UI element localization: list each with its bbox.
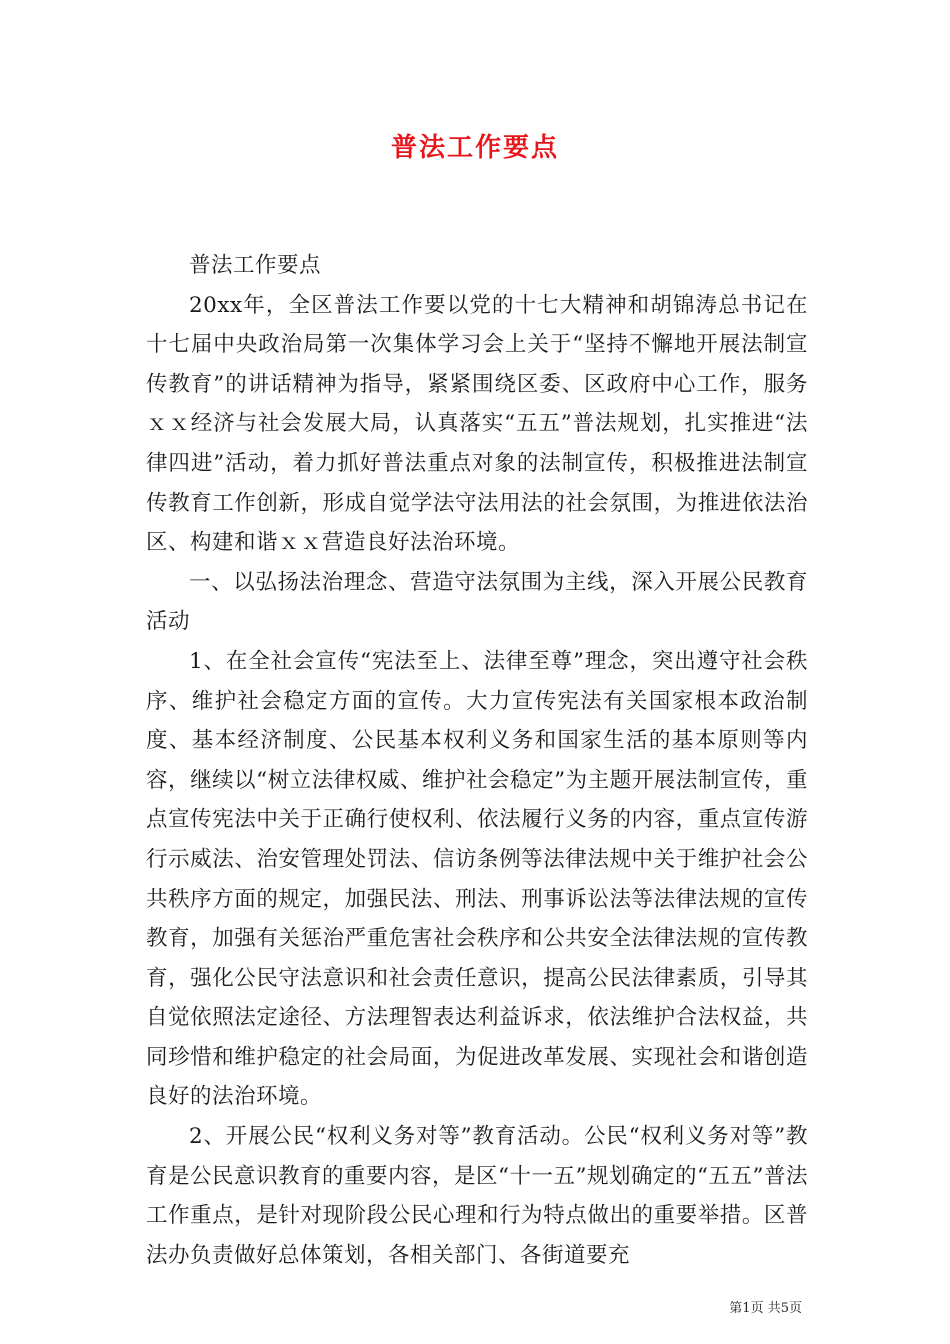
paragraph-intro: 20xx年，全区普法工作要以党的十七大精神和胡锦涛总书记在十七届中央政治局第一次集体学习会上关于“坚持不懈地开展法制宣传教育”的讲话精神为指导，紧紧围绕区委、区政府中心工作，服务ｘｘ经济与社会发展大局，认真落实“五五”普法规划，扎实推进“法律四进”活动，着力抓好普法重点对象的法制宣传，积极推进法制宣传教育工作创新，形成自觉学法守法用法的社会氛围，为推进依法治区、构建和谐ｘｘ营造良好法治环境。 — [146, 292, 808, 556]
footer-total-pages: 5 — [780, 1301, 789, 1316]
paragraph-heading: 普法工作要点 — [189, 253, 322, 278]
paragraph-section-one-heading: 一、以弘扬法治理念、营造守法氛围为主线，深入开展公民教育活动 — [146, 569, 808, 635]
footer-suffix: 页 — [788, 1301, 802, 1316]
page-number-footer — [729, 1300, 802, 1318]
footer-middle: 页 共 — [750, 1301, 781, 1316]
paragraph-item-2: 2、开展公民“权利义务对等”教育活动。公民“权利义务对等”教育是公民意识教育的重要内容，是区“十一五”规划确定的“五五”普法工作重点，是针对现阶段公民心理和行为特点做出的重要举措。区普法办负责做好总体策划，各相关部门、各街道要充 — [146, 1124, 808, 1268]
footer-prefix: 第 — [729, 1301, 743, 1316]
paragraph-item-1: 1、在全社会宣传“宪法至上、法律至尊”理念，突出遵守社会秩序、维护社会稳定方面的宣传。大力宣传宪法有关国家根本政治制度、基本经济制度、公民基本权利义务和国家生活的基本原则等内容，继续以“树立法律权威、维护社会稳定”为主题开展法制宣传，重点宣传宪法中关于正确行使权利、依法履行义务的内容，重点宣传游行示威法、治安管理处罚法、信访条例等法律法规中关于维护社会公共秩序方面的规定，加强民法、刑法、刑事诉讼法等法律法规的宣传教育，加强有关惩治严重危害社会秩序和公共安全法律法规的宣传教育，强化公民守法意识和社会责任意识，提高公民法律素质，引导其自觉依照法定途径、方法理智表达利益诉求，依法维护合法权益，共同珍惜和维护稳定的社会局面，为促进改革发展、实现社会和谐创造良好的法治环境。 — [146, 648, 808, 1110]
document-title: 普法工作要点 — [390, 133, 559, 163]
document-body — [146, 246, 808, 1275]
footer-current-page: 1 — [742, 1301, 751, 1316]
